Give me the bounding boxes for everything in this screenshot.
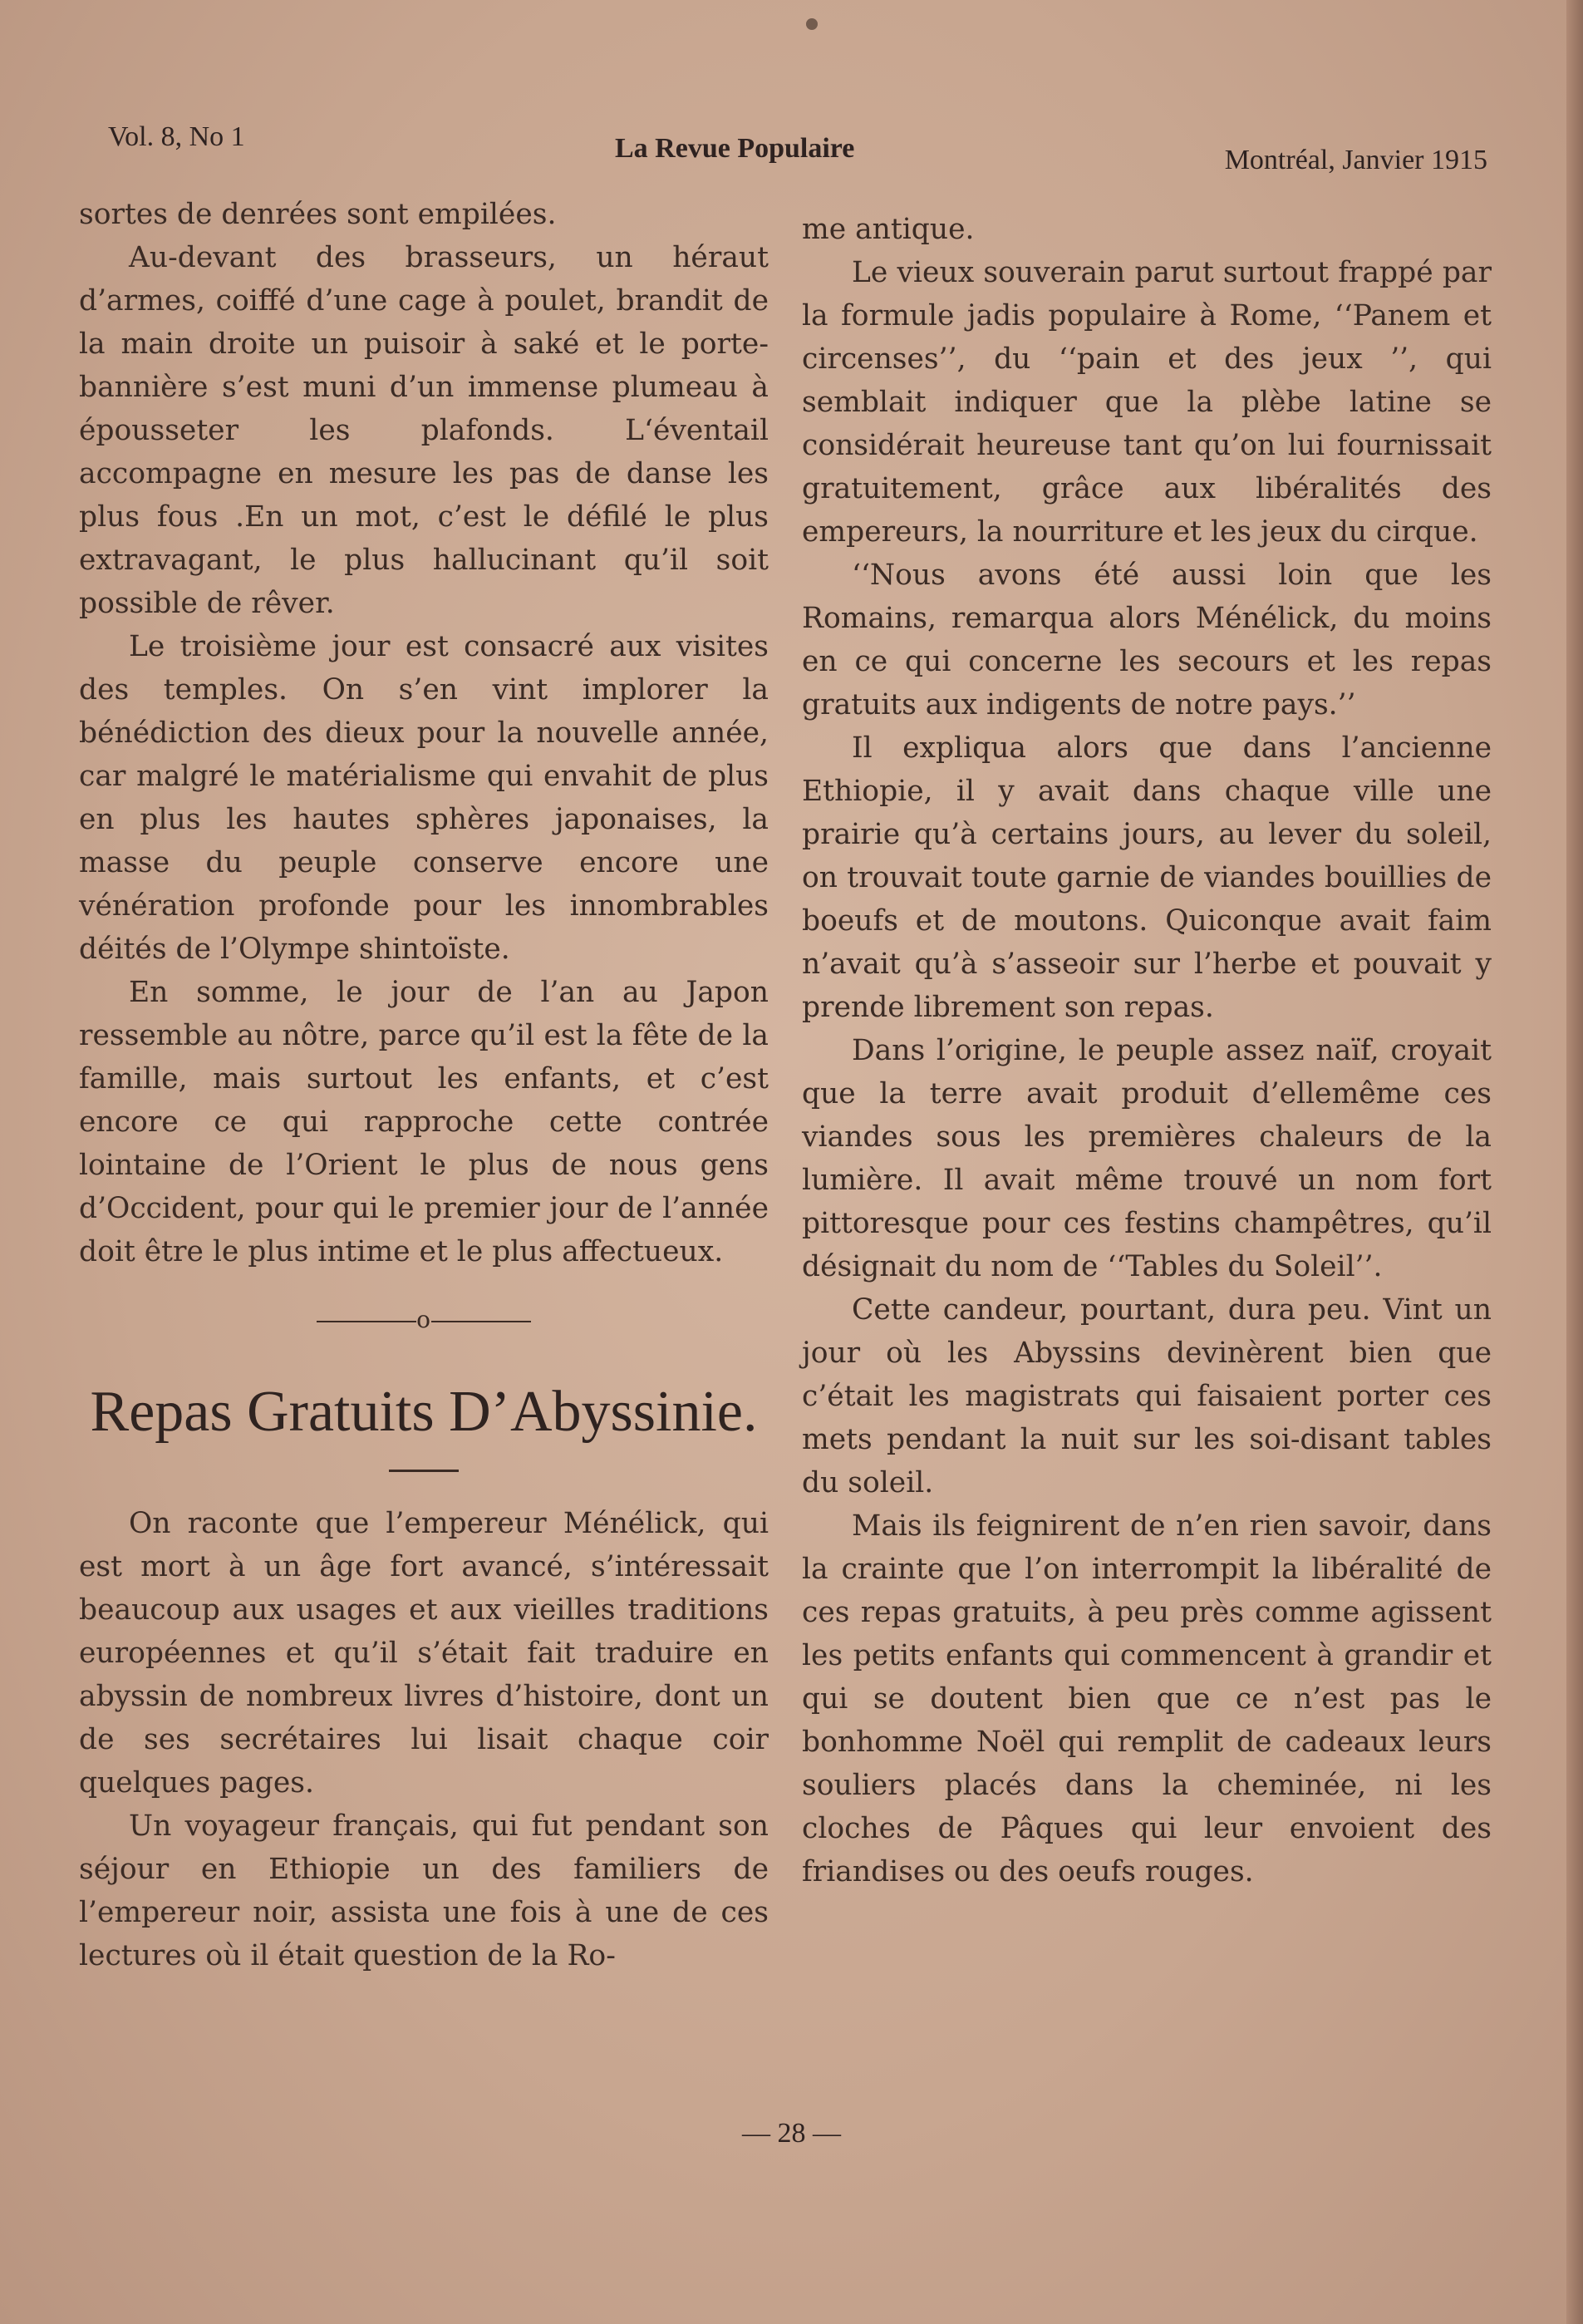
paragraph: Cette candeur, pourtant, dura peu. Vint un jour où les Abyssins devinèrent bien que c’était les magistrats qui faisaient porter ces mets pendant la nuit sur les soi-disant tables du soleil.: [802, 1293, 1492, 1499]
page-header: [108, 116, 1487, 175]
paragraph: Mais ils feignirent de n’en rien savoir, dans la crainte que l’on interrompit la libéralité de ces repas gratuits, à peu près comme agissent les petits enfants qui commencent à grandir et qui se doutent bien que ce n’est pas le bonhomme Noël qui remplit de cadeaux leurs souliers placés dans la cheminée, ni les cloches de Pâques qui leur envoient des friandises ou des oeufs rouges.: [802, 1509, 1492, 1888]
ink-spot: [806, 18, 818, 30]
paragraph: On raconte que l’empereur Ménélick, qui est mort à un âge fort avancé, s’intéressait beaucoup aux usages et aux vieilles traditions européennes et qu’il s’était fait traduire en abyssin de nombreux livres d’histoire, dont un de ses secrétaires lui lisait chaque coir quelques pages.: [79, 1507, 769, 1800]
separator-mark: o: [416, 1306, 431, 1333]
paragraph: Le troisième jour est consacré aux visites des temples. On s’en vint implorer la bénédiction des dieux pour la nouvelle année, car malgré le matérialisme qui envahit de plus en plus les hautes sphères japonaises, la masse du peuple conserve encore une vénération profonde pour les innombrables déités de l’Olympe shintoïste.: [79, 630, 769, 966]
page-edge-shadow: [1566, 0, 1583, 2324]
paragraph: Dans l’origine, le peuple assez naïf, croyait que la terre avait produit d’ellemême ces viandes sous les premières chaleurs de la lumière. Il avait même trouvé un nom fort pittoresque pour ces festins champêtres, qu’il désignait du nom de ‘‘Tables du Soleil’’.: [802, 1034, 1492, 1283]
paragraph: ‘‘Nous avons été aussi loin que les Romains, remarqua alors Ménélick, du moins en ce qui concerne les secours et les repas gratuits aux indigents de notre pays.’’: [802, 559, 1492, 721]
paragraph: Il expliqua alors que dans l’ancienne Ethiopie, il y avait dans chaque ville une prairie qu’à certains jours, au lever du soleil, on trouvait toute garnie de viandes bouillies de boeufs et de moutons. Quiconque avait faim n’avait qu’à s’asseoir sur l’herbe et pouvait y prende librement son repas.: [802, 731, 1492, 1024]
article-title: Repas Gratuits D’Abyssinie.: [90, 1380, 758, 1444]
title-underline: [389, 1470, 459, 1472]
section-separator: [79, 1298, 769, 1342]
publication-title: La Revue Populaire: [615, 133, 855, 164]
issue-date: Montréal, Janvier 1915: [1224, 145, 1487, 175]
separator-line: [431, 1321, 531, 1322]
paragraph: Le vieux souverain parut surtout frappé par la formule jadis populaire à Rome, ‘‘Panem et circenses’’, du ‘‘pain et des jeux ’’, qui semblait indiquer que la plèbe latine se considérait heureuse tant qu’on lui fournissait gratuitement, grâce aux libéralités des empereurs, la nourriture et les jeux du cirque.: [802, 256, 1492, 549]
paragraph: me antique.: [802, 213, 975, 246]
paragraph: En somme, le jour de l’an au Japon ressemble au nôtre, parce qu’il est la fête de la famille, mais surtout les enfants, et c’est encore ce qui rapproche cette contrée lointaine de l’Orient le plus de nous gens d’Occident, pour qui le premier jour de l’année doit être le plus intime et le plus affectueux.: [79, 976, 769, 1268]
separator-line: [317, 1321, 416, 1322]
volume-number: Vol. 8, No 1: [108, 121, 245, 152]
left-column: [79, 193, 769, 1977]
paragraph: sortes de denrées sont empilées.: [79, 198, 557, 231]
paragraph: Un voyageur français, qui fut pendant son séjour en Ethiopie un des familiers de l’empereur noir, assista une fois à une de ces lectures où il était question de la Ro-: [79, 1809, 769, 1972]
right-column: [802, 208, 1492, 1893]
page-number: — 28 —: [742, 2118, 841, 2149]
paragraph: Au-devant des brasseurs, un héraut d’armes, coiffé d’une cage à poulet, brandit de la main droite un puisoir à saké et le porte-bannière s’est muni d’un immense plumeau à épousseter les plafonds. L‘éventail accompagne en mesure les pas de danse les plus fous .En un mot, c’est le défilé le plus extravagant, le plus hallucinant qu’il soit possible de rêver.: [79, 241, 769, 620]
